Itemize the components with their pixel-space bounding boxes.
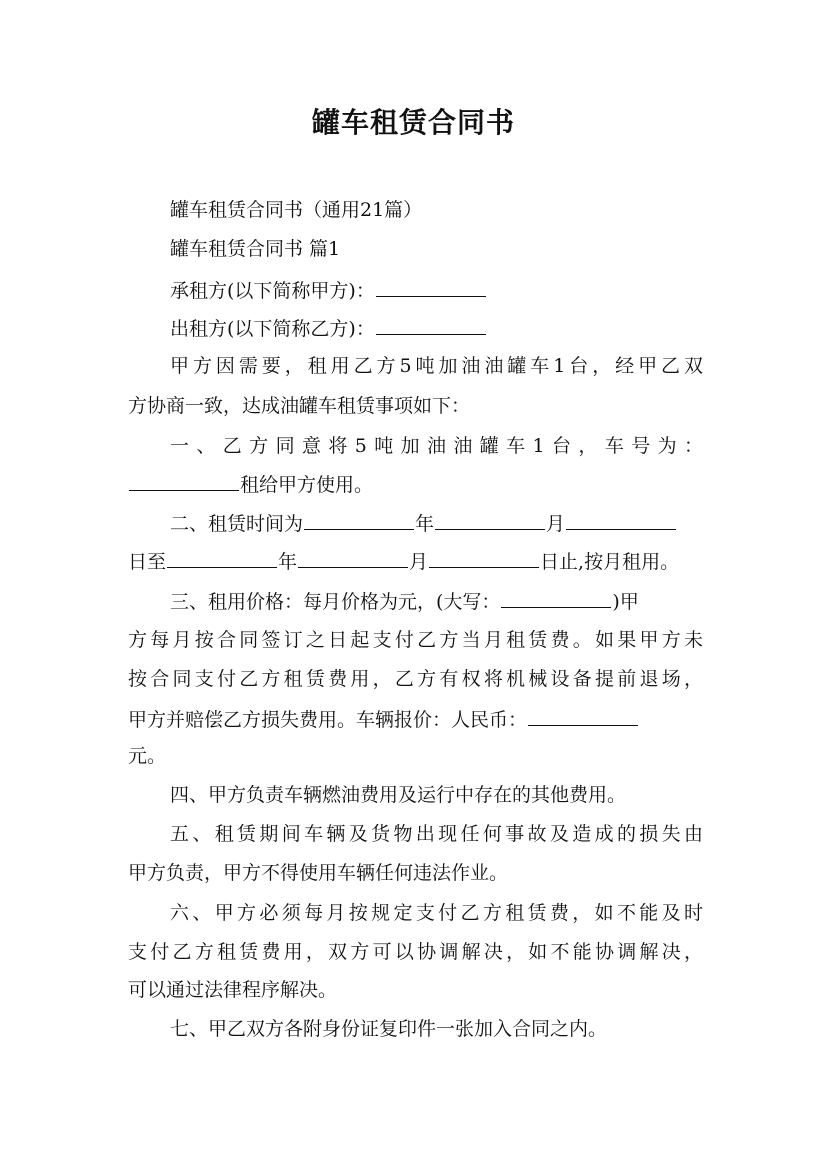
vehicle-quote-blank[interactable] xyxy=(528,705,638,726)
clause-3-line1 xyxy=(128,587,703,616)
clause-6-line1: 六、甲方必须每月按规定支付乙方租赁费，如不能及时 xyxy=(170,902,703,924)
clause-3-line3: 按合同支付乙方租赁费用，乙方有权将机械设备提前退场， xyxy=(128,668,703,690)
lessee-label: 承租方(以下简称甲方)： xyxy=(170,280,375,302)
subtitle-line: 罐车租赁合同书（通用21篇） xyxy=(170,199,423,221)
end-year-label: 年 xyxy=(278,551,298,573)
day-to-label: 日至 xyxy=(128,551,167,573)
clause-2-line1 xyxy=(128,509,703,538)
month-label: 月 xyxy=(546,513,566,535)
lessor-label: 出租方(以下简称乙方)： xyxy=(170,318,375,340)
end-year-blank[interactable] xyxy=(167,547,277,568)
lessee-blank[interactable] xyxy=(376,276,486,297)
clause-3-line5: 元。 xyxy=(128,745,167,767)
clause-3-line4 xyxy=(128,705,703,734)
lessee-line xyxy=(128,276,703,305)
paragraph-intro-line1: 甲方因需要，租用乙方5吨加油油罐车1台，经甲乙双 xyxy=(170,355,703,377)
clause-2-line2 xyxy=(128,547,703,576)
section-heading: 罐车租赁合同书 篇1 xyxy=(170,238,341,260)
plate-number-blank[interactable] xyxy=(129,470,239,491)
end-day-label: 日止,按月租用。 xyxy=(540,551,680,573)
price-uppercase-blank[interactable] xyxy=(501,587,611,608)
start-month-blank[interactable] xyxy=(435,509,545,530)
clause-7: 七、甲乙双方各附身份证复印件一张加入合同之内。 xyxy=(170,1018,608,1040)
clause-1-text: 租给甲方使用。 xyxy=(240,474,374,496)
clause-1-line2 xyxy=(128,470,703,499)
start-day-blank[interactable] xyxy=(566,509,676,530)
clause-2-label: 二、租赁时间为 xyxy=(170,513,304,535)
clause-1-line1: 一、乙方同意将5吨加油油罐车1台，车号为： xyxy=(170,435,703,457)
clause-3-line2: 方每月按合同签订之日起支付乙方当月租赁费。如果甲方未 xyxy=(128,629,703,651)
end-month-label: 月 xyxy=(409,551,429,573)
clause-6-line2: 支付乙方租赁费用，双方可以协调解决，如不能协调解决， xyxy=(128,941,703,963)
document-title: 罐车租赁合同书 xyxy=(311,106,515,139)
clause-3-tail: )甲 xyxy=(612,591,639,613)
clause-5-line2: 甲方负责，甲方不得使用车辆任何违法作业。 xyxy=(128,862,509,884)
clause-3-label: 三、租用价格：每月价格为元，(大写： xyxy=(170,591,501,613)
clause-4: 四、甲方负责车辆燃油费用及运行中存在的其他费用。 xyxy=(170,784,627,806)
lessor-line xyxy=(128,314,703,343)
year-label: 年 xyxy=(415,513,435,535)
start-year-blank[interactable] xyxy=(304,509,414,530)
clause-6-line3: 可以通过法律程序解决。 xyxy=(128,979,338,1001)
paragraph-intro-line2: 方协商一致，达成油罐车租赁事项如下： xyxy=(128,395,471,417)
end-day-blank[interactable] xyxy=(429,547,539,568)
end-month-blank[interactable] xyxy=(298,547,408,568)
clause-5-line1: 五、租赁期间车辆及货物出现任何事故及造成的损失由 xyxy=(170,823,703,845)
vehicle-quote-label: 甲方并赔偿乙方损失费用。车辆报价：人民币： xyxy=(128,709,528,731)
lessor-blank[interactable] xyxy=(376,314,486,335)
